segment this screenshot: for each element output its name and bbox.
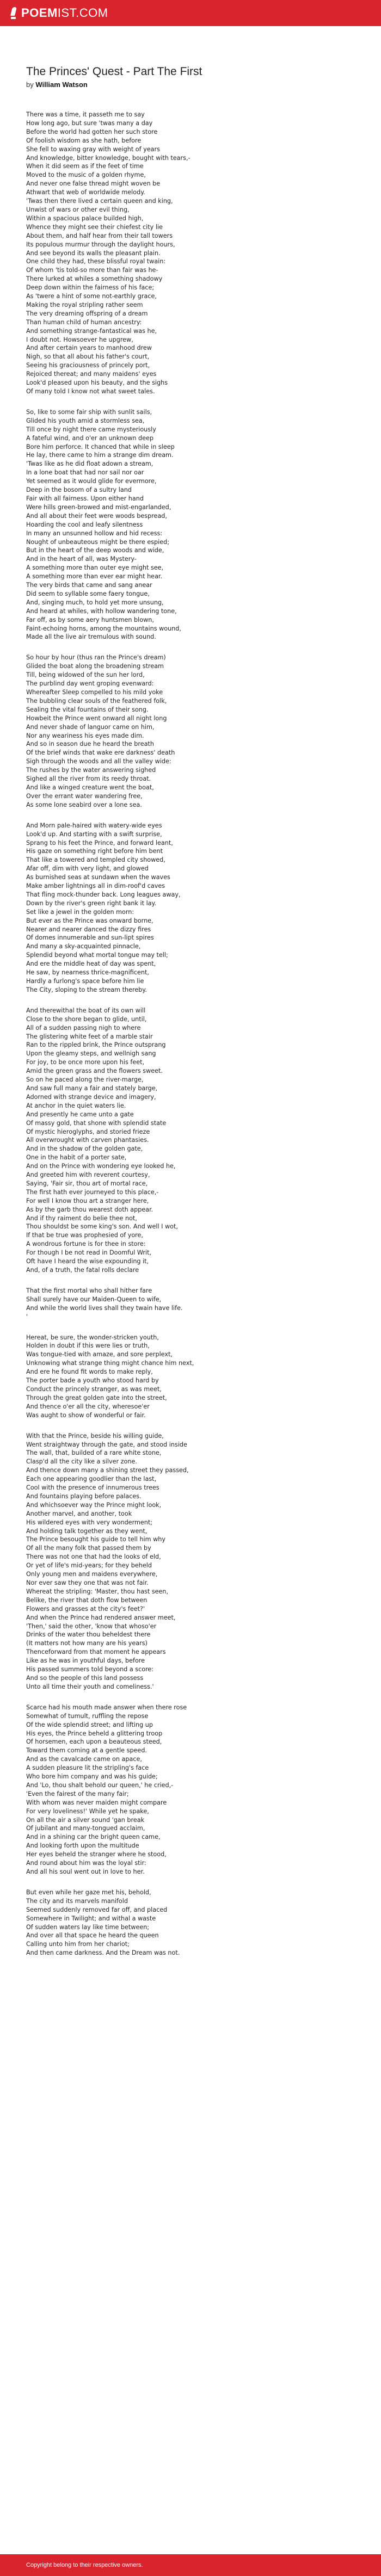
poem-line: And so the people of this land possess [26,1674,144,1682]
stanza [26,1432,381,1691]
poem-line: A wondrous fortune is for thee in store: [26,1240,146,1248]
poem-line: Flowers and grasses at the city's feet?' [26,1605,145,1613]
poem-title: The Princes' Quest - Part The First [26,65,202,78]
poem-line: Adorned with strange device and imagery, [26,1093,156,1101]
poem-line: In a lone boat that had nor sail nor oar [26,469,144,477]
poem-line: All of a sudden passing nigh to where [26,1024,141,1031]
poem-line: Thou shouldst be some king's son. And well I wot, [26,1223,178,1231]
poem-line: Of jubilant and many-tongued acclaim, [26,1825,145,1832]
poem-line: In many an unsunned hollow and hid recess: [26,529,163,537]
poem-line: So on he paced along the river-marge, [26,1076,144,1084]
poem-line: Deep in the bosom of a sultry land [26,486,132,494]
poem-line: Amid the green grass and the flowers sweet. [26,1067,163,1075]
poem-line: How long ago, but sure 'twas many a day [26,119,153,127]
poem-line: Somewhat of tumult, ruffling the repose [26,1712,149,1720]
poem-line: But in the heart of the deep woods and wide, [26,547,164,554]
poem-line: Till once by night there came mysteriously [26,425,156,433]
poem-line: That the first mortal who shall hither fare [26,1287,152,1294]
poem-body [26,110,381,1957]
poem-line: Another marvel, and another, took [26,1510,132,1517]
poem-line: And all his soul went out in love to her. [26,1868,145,1875]
poem-line: The bubbling clear souls of the feathered folk, [26,697,167,705]
poem-line: His wildered eyes with very wonderment; [26,1518,152,1526]
poem-line: So, like to some fair ship with sunlit sails, [26,408,152,416]
poem-line: And heard at whiles, with hollow wandering tone, [26,607,177,615]
poem-line: Whence they might see their chiefest city lie [26,223,163,231]
poem-line: His passed summers told beyond a score: [26,1666,154,1673]
poem-line: Of foolish wisdom as she hath, before [26,137,142,144]
poem-line: The porter bade a youth who stood hard by [26,1377,159,1385]
poem-line: And presently he came unto a gate [26,1110,134,1118]
poem-line: Yet seemed as it would glide for evermore, [26,478,157,485]
poem-line: Thenceforward from that moment he appears [26,1648,166,1656]
poem-line: And thence down many a shining street they passed, [26,1467,189,1474]
poem-line: Was tongue-tied with amaze, and sore perplext, [26,1351,173,1358]
poem-line: Till, being widowed of the sun her lord, [26,671,145,679]
poem-line: ' [26,1313,28,1320]
poem-line: Seemed suddenly removed far off, and placed [26,1906,168,1913]
poem-line: There lurked at whiles a something shadowy [26,275,163,283]
poem-line: There was not one that had the looks of eld, [26,1553,161,1561]
poem-line: He saw, by nearness thrice-magnificent, [26,969,149,977]
poem-line: His gaze on something right before him bent [26,848,163,855]
stanza [26,1333,381,1420]
poem-line: So hour by hour (thus ran the Prince's dream) [26,654,166,662]
copyright-text: Copyright belong to their respective owners. [26,2562,143,2568]
poem-line: Close to the shore began to glide, until, [26,1015,147,1023]
poem-line: Did seem to syllable some faery tongue, [26,590,150,597]
poem-line: The glistering white feet of a marble stair [26,1033,153,1040]
poem-line: Its populous murmur through the daylight hours, [26,240,175,248]
poem-line: Was aught to show of wonderful or fair. [26,1411,146,1419]
site-header [0,0,381,26]
poem-line: Hereat, be sure, the wonder-stricken youth, [26,1333,159,1341]
poem-line: Whereat the stripling: 'Master, thou hast seen, [26,1587,169,1595]
stanza [26,110,381,396]
poem-line: Than human child of human ancestry: [26,318,142,326]
stanza [26,1703,381,1876]
poem-line: For joy, to be once more upon his feet, [26,1059,145,1066]
poem-container [0,26,381,1957]
poem-line: And see beyond its walls the pleasant plain. [26,249,161,257]
poem-line: Hardly a furlong's space before him lie [26,978,144,985]
poem-line: A fateful wind, and o'er an unknown deep [26,434,153,442]
poem-line: With whom was never maiden might compare [26,1799,167,1806]
poem-line: The purblind day went groping evenward: [26,680,154,688]
poem-line: Nearer and nearer danced the dizzy fires [26,925,151,933]
poem-line: The very dreaming offspring of a dream [26,310,148,317]
poem-line: Unknowing what strange thing might chance him next, [26,1360,194,1367]
poem-line: Sprang to his feet the Prince, and forward leant, [26,839,173,847]
poem-line: Or yet of life's mid-years; for they beheld [26,1562,152,1570]
poem-line: Each one appearing goodlier than the last, [26,1475,157,1483]
poem-line: And Morn pale-haired with watery-wide eyes [26,821,162,829]
poem-line: Look'd up. And starting with a swift surprise, [26,830,162,838]
poem-line: Rejoiced thereat; and many maidens' eyes [26,370,157,378]
poem-line: The City, sloping to the stream thereby. [26,986,147,993]
poem-line: Howbeit the Prince went onward all night long [26,714,167,722]
poem-line: And after certain years to manhood drew [26,344,152,352]
poem-line: And ere the middle heat of day was spent, [26,960,156,968]
poem-line: The city and its marvels manifold [26,1897,128,1905]
poem-line: Nigh, so that all about his father's court, [26,353,150,361]
poem-line: A something more than outer eye might see, [26,564,164,572]
pen-nib-icon [10,7,17,19]
poem-line: And in the shadow of the golden gate, [26,1145,143,1153]
poem-line: And holding talk together as they went, [26,1527,148,1535]
poem-line: And in a shining car the bright queen came, [26,1833,161,1841]
poem-line: Sigh through the woods and all the valley wide: [26,758,171,765]
poem-line: And, singing much, to hold yet more unsung, [26,598,164,606]
poem-line: Of sudden waters lay like time between; [26,1923,150,1931]
poem-line: For very loveliness!' While yet he spake, [26,1807,149,1815]
poem-line: Unwist of wars or other evil thing, [26,206,130,213]
poem-line: A something more than ever ear might hear. [26,573,163,580]
poem-line: He lay, there came to him a strange dim dream. [26,452,174,459]
poem-line: Glided the boat along the broadening stream [26,663,164,670]
poem-line: Look'd pleased upon his beauty, and the sighs [26,379,168,387]
poem-line: And like a winged creature went the boat, [26,783,154,791]
poem-line: Moved to the music of a golden rhyme, [26,171,146,179]
poem-line: For though I be not read in Doomful Writ, [26,1249,152,1257]
logo-text-light: IST.COM [57,6,108,20]
poem-line: The first hath ever journeyed to this place,- [26,1188,159,1196]
poem-line: If that be true was prophesied of yore, [26,1232,143,1239]
poem-line: And thence o'er all the city, wheresoe'er [26,1403,150,1410]
poem-line: As 'twere a hint of some not-earthly grace, [26,293,157,300]
poem-line: A sudden pleasure lit the stripling's face [26,1764,149,1772]
poem-line: Toward them coming at a gentle speed. [26,1747,147,1755]
poem-line: Who bore him company and was his guide; [26,1773,158,1781]
poem-line: All overwrought with carven phantasies. [26,1136,149,1144]
poem-line: Shall surely have our Maiden-Queen to wife, [26,1295,162,1303]
poem-line: Deep down within the fairness of his face; [26,284,155,292]
poem-line: Somewhere in Twilight; and withal a waste [26,1914,156,1922]
poem-line: Were hills green-browed and mist-engarlanded, [26,503,171,511]
poem-line: With that the Prince, beside his willing guide, [26,1432,164,1440]
poem-line: Of all the many folk that passed them by [26,1545,151,1552]
poem-line: Bore him perforce. It chanced that while in sleep [26,443,175,450]
poem-line: Of mystic hieroglyphs, and storied frieze [26,1128,150,1135]
poem-line: Sealing the vital fountains of their song. [26,706,149,713]
stanza [26,408,381,641]
poem-line: And fountains playing before palaces. [26,1492,142,1500]
poem-line: And in the heart of all, was Mystery- [26,555,137,563]
poem-line: Hoarding the cool and leafy silentness [26,521,143,528]
stanza [26,1888,381,1957]
poem-line: And so in season due he heard the breath [26,740,154,748]
poem-line: And 'Lo, thou shalt behold our queen,' he cried,- [26,1781,174,1789]
poem-line: Within a spacious palace builded high, [26,214,144,222]
byline-prefix: by [26,81,34,89]
poem-line: For well I know thou art a stranger here, [26,1197,149,1204]
poem-line: One in the habit of a porter sate, [26,1154,127,1162]
poem-line: Upon the gleamy steps, and wellnigh sang [26,1050,156,1058]
poem-line: Sighed all the river from its reedy throat. [26,775,151,783]
poem-line: Calling unto him from her chariot; [26,1941,130,1948]
poem-line: And many a sky-acquainted pinnacle, [26,943,141,950]
poem-line: Down by the river's green right bank it lay. [26,899,157,907]
poem-line: 'Then,' said the other, 'know that whoso'er [26,1622,157,1630]
logo-text-bold: POEM [21,6,58,20]
poem-line: Of domes innumerable and sun-lipt spires [26,934,154,942]
poem-line: And while the world lives shall they twain have life. [26,1304,183,1312]
poem-line: Cool with the presence of innumerous trees [26,1484,159,1492]
poem-line: And never one false thread might woven be [26,180,161,188]
poem-line: Through the great golden gate into the street, [26,1394,167,1401]
poem-line: Scarce had his mouth made answer when there rose [26,1703,187,1711]
stanza [26,1287,381,1321]
poem-line: Belike, the river that doth flow between [26,1596,148,1604]
poem-line: Seeing his graciousness of princely port, [26,362,150,369]
poem-line: Went straightway through the gate, and stood inside [26,1441,187,1448]
poem-line: That fling mock-thunder back. Long leagues away, [26,891,181,898]
poem-line: Only young men and maidens everywhere, [26,1571,158,1578]
poem-line: Made all the live air tremulous with sound. [26,633,156,641]
poem-line: And then came darkness. And the Dream was not. [26,1949,180,1957]
poem-line: One child they had, these blissful royal twain: [26,258,166,265]
poem-line: Her eyes beheld the stranger where he stood, [26,1851,167,1858]
poem-line: And saw full many a fair and stately barge, [26,1084,158,1092]
poem-line: I doubt not. Howsoever he upgrew, [26,336,133,343]
poem-line: And round about him was the loyal stir: [26,1860,146,1867]
poem-line: And, of a truth, the fatal rolls declare [26,1267,139,1274]
poem-line: And whichsoever way the Prince might look, [26,1501,162,1509]
stanza [26,1006,381,1275]
poem-line: Conduct the princely stranger, as was meet, [26,1385,162,1393]
poem-line: Over the errant water wandering free, [26,792,143,800]
poem-line: Of many told I know not what sweet tales. [26,388,155,395]
poem-line: As some lone seabird over a lone sea. [26,801,142,808]
site-footer [0,2554,381,2576]
poem-line: Athwart that web of worldwide melody. [26,189,145,196]
poem-line: Drinks of the water thou beheldest there [26,1631,151,1639]
poem-line: Of the wide splendid street; and lifting up [26,1721,153,1728]
poem-line: 'Twas like as he did float adown a stream, [26,460,153,468]
poem-line: Afar off, dim with very light, and glowed [26,865,149,873]
poem-line: On all the air a silver sound 'gan break [26,1816,145,1824]
poem-line: And something strange-fantastical was he, [26,327,157,335]
poem-line: Nor any weariness his eyes made dim. [26,732,144,739]
poem-line: The wall, that, builded of a rare white stone, [26,1449,162,1457]
poem-line: Fair with all fairness. Upon either hand [26,495,144,502]
poem-line: Whereafter Sleep compelled to his mild yoke [26,689,163,696]
poem-line: She fell to waxing gray with weight of years [26,145,160,153]
byline [26,81,381,89]
author-link[interactable]: William Watson [35,81,88,89]
poem-line: There was a time, it passeth me to say [26,111,145,118]
poem-line: Unto all time their youth and comeliness.' [26,1683,154,1690]
poem-line: Far off, as by some aery huntsmen blown, [26,616,154,623]
poem-line: Clasp'd all the city like a silver zone. [26,1458,137,1466]
stanza [26,653,381,809]
poem-line: Splendid beyond what mortal tongue may tell; [26,952,168,959]
poem-line: When it did seem as if the feet of time [26,163,144,170]
poem-line: Before the world had gotten her such store [26,128,158,135]
poem-line: (It matters not how many are his years) [26,1640,148,1647]
poem-line: As by the garb thou wearest doth appear. [26,1206,153,1213]
poem-line: That like a towered and templed city showed, [26,856,165,864]
poem-line: And never shade of languor came on him, [26,723,155,731]
poem-line: Of horsemen, each upon a beauteous steed, [26,1738,162,1746]
poem-line: Saying, 'Fair sir, thou art of mortal race, [26,1179,148,1187]
poem-line: And all about their feet were woods bespread, [26,512,167,520]
poem-line: And if thy raiment do belie thee not, [26,1214,137,1222]
poem-line: Holden in doubt if this were lies or truth, [26,1342,150,1350]
poem-line: Of whom 'tis told-so more than fair was he- [26,267,158,274]
poem-line: The very birds that came and sang anear [26,582,152,589]
poem-line: At anchor in the quiet waters lie. [26,1102,126,1109]
poem-line: But ever as the Prince was onward borne, [26,917,153,924]
poem-line: Like as he was in youthful days, before [26,1657,145,1665]
poem-line: Nought of unbeauteous might be there espied; [26,538,169,546]
stanza [26,821,381,994]
site-logo[interactable] [10,6,108,20]
poem-line: About them, and half hear from their tall towers [26,232,173,239]
poem-line: Glided his youth amid a stormless sea, [26,417,145,424]
poem-line: And looking forth upon the multitude [26,1842,139,1850]
poem-line: Oft have I heard the wise expounding it, [26,1258,149,1265]
poem-line: Faint-echoing horns, among the mountains wound, [26,625,181,632]
poem-line: And when the Prince had rendered answer meet, [26,1614,176,1621]
poem-line: Set like a jewel in the golden morn: [26,908,134,916]
poem-line: And over all that space he heard the queen [26,1932,159,1939]
poem-line: 'Twas then there lived a certain queen and king, [26,197,173,205]
poem-line: But even while her gaze met his, behold, [26,1888,151,1896]
poem-line: The Prince besought his guide to tell him why [26,1536,165,1543]
poem-line: Make amber lightnings all in dim-roof'd caves [26,882,165,890]
poem-line: And therewithal the boat of its own will [26,1006,146,1014]
poem-line: His eyes, the Prince beheld a glittering troop [26,1729,163,1737]
poem-line: As burnished seas at sundawn when the waves [26,874,170,881]
poem-line: And ere he found fit words to make reply, [26,1368,153,1376]
poem-line: And greeted him with reverent courtesy, [26,1171,150,1179]
poem-line: Nor ever saw they one that was not fair. [26,1579,149,1586]
poem-line: Making the royal stripling rather seem [26,301,143,308]
poem-line: The rushes by the water answering sighed [26,767,156,774]
poem-line: Ran to the rippled brink, the Prince outsprang [26,1041,166,1049]
poem-line: And on the Prince with wondering eye looked he, [26,1163,176,1170]
poem-line: 'Even the fairest of the many fair; [26,1790,129,1797]
poem-line: And knowledge, bitter knowledge, bought with tears,- [26,154,190,162]
poem-line: And as the cavalcade came on apace, [26,1756,142,1763]
poem-line: Of massy gold, that shone with splendid state [26,1119,167,1127]
poem-line: Of the brief winds that wake ere darkness' death [26,749,175,757]
